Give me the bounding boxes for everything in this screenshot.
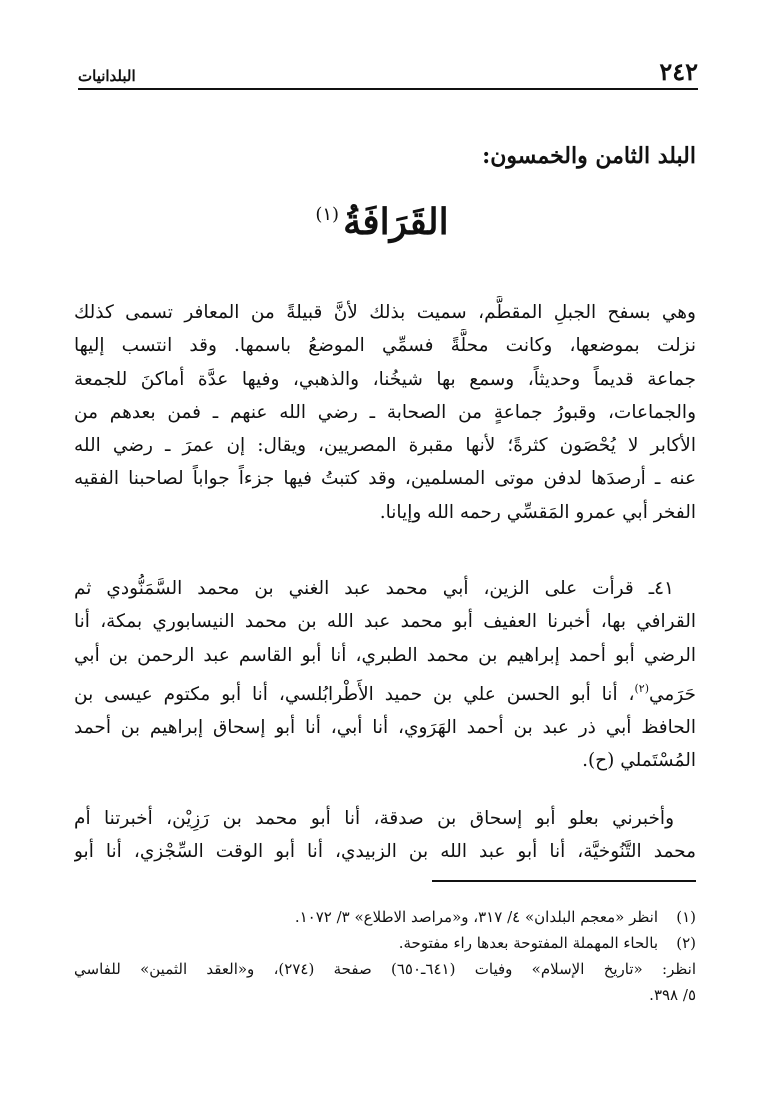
text-line xyxy=(74,802,696,835)
section-heading: البلد الثامن والخمسون: xyxy=(482,143,696,169)
text-line: الأكابر لا يُحْصَون كثرةً؛ لأنها مقبرة المصريين، ويقال: إن عمرَ ـ رضي الله xyxy=(74,435,696,457)
text-line xyxy=(74,572,696,605)
footnote-number: (٢) xyxy=(676,934,696,952)
hadith-line: ٤١ـ قرأت على الزين، أبي محمد عبد الغني بن محمد السَّمَنُّودي ثم xyxy=(74,578,674,599)
text-line: الفخر أبي عمرو المَقسِّي رحمه الله وإيانا. xyxy=(379,501,696,523)
footnote-2 xyxy=(74,930,696,956)
text-fragment: وأخبرني بعلو أبو إسحاق بن صدقة، أنا أبو محمد بن رَزِيْن، أخبرتنا أم xyxy=(74,808,674,829)
text-line: جماعة قديماً وحديثاً، وسمع بها شيخُنا، والذهبي، وفيها عدَّة أماكنَ للجمعة xyxy=(74,368,696,390)
paragraph-2 xyxy=(74,572,696,778)
footnote-ref-2: (٢) xyxy=(634,681,650,695)
text-line: محمد التَّنُوخيَّة، أنا أبو عبد الله بن الزبيدي، أنا أبو الوقت السِّجْزي، أنا أبو xyxy=(74,841,696,863)
page-number: ٢٤٢ xyxy=(659,57,698,86)
footnote-separator xyxy=(432,880,696,882)
paragraph-3 xyxy=(74,802,696,869)
chapter-title xyxy=(0,203,764,243)
text-fragment: ، أنا أبو الحسن علي بن حميد الأَطْرابُلسي، أنا أبو مكتوم عيسى بن xyxy=(74,683,635,705)
text-line: عنه ـ أرصدَها لدفن موتى المسلمين، وقد كتبتُ فيها جزءاً جواباً لصاحبنا الفقيه xyxy=(74,468,696,490)
footnote-text: بالحاء المهملة المفتوحة بعدها راء مفتوحة. xyxy=(398,934,658,952)
running-title: البلدانيات xyxy=(78,67,136,85)
text-line: القرافي بها، أخبرنا العفيف أبو محمد عبد الله بن محمد النيسابوري بمكة، أنا xyxy=(74,611,696,633)
footnote-continuation: انظر: «تاريخ الإسلام» وفيات (٦٤١ـ٦٥٠) صفحة (٢٧٤)، و«العقد الثمين» للفاسي xyxy=(74,960,697,978)
text-fragment: حَرَمي xyxy=(649,683,696,705)
page-header xyxy=(78,56,698,90)
text-line: وهي بسفح الجبلِ المقطَّم، سميت بذلك لأنَّ قبيلةً من المعافر تسمى كذلك xyxy=(74,302,696,323)
footnote-1 xyxy=(74,904,696,930)
paragraph-1 xyxy=(74,296,696,529)
text-line: المُسْتَملي (ح). xyxy=(582,750,696,772)
text-line: نزلت بموضعها، وكانت محلَّةً فسمِّي الموضعُ باسمها. وقد انتسب إليها xyxy=(74,335,696,357)
text-line: الرضي أبو أحمد إبراهيم بن محمد الطبري، أنا أبو القاسم عبد الرحمن بن أبي xyxy=(74,644,696,666)
chapter-title-text: القَرَافَةُ xyxy=(343,201,449,243)
text-line: الحافظ أبي ذر عبد بن أحمد الهَرَوي، أنا أبي، أنا أبو إسحاق إبراهيم بن أحمد xyxy=(74,717,696,739)
footnote-text: انظر «معجم البلدان» ٤/ ٣١٧، و«مراصد الاطلاع» ٣/ ١٠٧٢. xyxy=(294,908,658,926)
text-line: والجماعات، وقبورُ جماعةٍ من الصحابة ـ رضي الله عنهم ـ فمن بعدهم من xyxy=(74,401,696,423)
chapter-footnote-ref: (١) xyxy=(315,204,340,225)
text-line xyxy=(74,672,696,711)
footnote-number: (١) xyxy=(676,908,696,926)
footnote-continuation: ٥/ ٣٩٨. xyxy=(649,986,696,1004)
footnotes xyxy=(74,904,696,1008)
